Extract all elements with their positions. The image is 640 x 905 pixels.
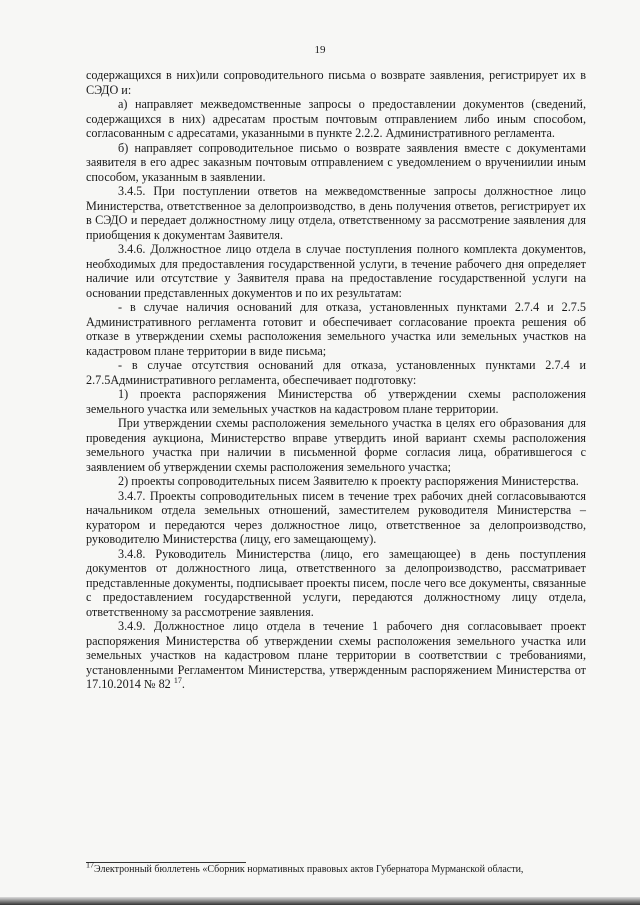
paragraph: 3.4.5. При поступлении ответов на межведомственные запросы должностное лицо Министерства, ответственное за делопроизводство, в день получения ответов, регистрирует их в СЭДО и передает должностному лицу отдела, ответственному за рассмотрение заявления для приобщения к документам Заявителя. (86, 184, 586, 242)
paragraph: - в случае отсутствия оснований для отказа, установленных пунктами 2.7.4 и 2.7.5Административного регламента, обеспечивает подготовку: (86, 358, 586, 387)
paragraph: 1) проекта распоряжения Министерства об утверждении схемы расположения земельного участка или земельных участков на кадастровом плане территории. (86, 387, 586, 416)
paragraph: - в случае наличия оснований для отказа, установленных пунктами 2.7.4 и 2.7.5 Административного регламента готовит и обеспечивает согласование проекта решения об отказе в утверждении схемы расположения земельного участка или земельных участков на кадастровом плане территории в виде письма; (86, 300, 586, 358)
paragraph: а) направляет межведомственные запросы о предоставлении документов (сведений, содержащихся в них) адресатам простым почтовым отправлением либо иным способом, согласованным с адресатами, указанными в пункте 2.2.2. Административного регламента. (86, 97, 586, 140)
footnote-reference: 17 (173, 675, 182, 685)
paragraph: При утверждении схемы расположения земельного участка в целях его образования для проведения аукциона, Министерство вправе утвердить иной вариант схемы расположения земельного участка при наличии в письменной форме согласия лица, обратившегося с заявлением об утверждении схемы расположения земельного участка; (86, 416, 586, 474)
paragraph: 2) проекты сопроводительных писем Заявителю к проекту распоряжения Министерства. (118, 474, 579, 488)
paragraph: содержащихся в них)или сопроводительного письма о возврате заявления, регистрирует их в СЭДО и: (86, 68, 586, 97)
paragraph-text: 3.4.9. Должностное лицо отдела в течение 1 рабочего дня согласовывает проект распоряжения Министерства об утверждении схемы расположения земельного участка или земельных участков на кадастровом плане территории в соответствии с требованиями, установленными Регламентом Министерства, утвержденным распоряжением Министерства от 17.10.2014 № 82 (86, 619, 586, 691)
paragraph: 3.4.6. Должностное лицо отдела в случае поступления полного комплекта документов, необходимых для предоставления государственной услуги, в течение рабочего дня определяет наличие или отсутствие у Заявителя права на предоставление государственной услуги на основании представленных документов и по их результатам: (86, 242, 586, 300)
paragraph: б) направляет сопроводительное письмо о возврате заявления вместе с документами заявителя в его адрес заказным почтовым отправлением с уведомлением о вручениилии иным способом, указанным в заявлении. (86, 140, 586, 184)
footnote (86, 860, 586, 876)
footnote-mark: 17 (86, 860, 94, 870)
footnote-text: Электронный бюллетень «Сборник нормативных правовых актов Губернатора Мурманской области, (94, 864, 524, 875)
paragraph: 3.4.7. Проекты сопроводительных писем в течение трех рабочих дней согласовываются начальником отдела земельных отношений, заместителем руководителя Министерства – куратором и передаются через должностное лицо, ответственное за делопроизводство, руководителю Министерства (лицу, его замещающему). (86, 488, 586, 546)
paragraph-tail: . (181, 677, 185, 691)
page-number: 19 (314, 44, 326, 56)
footnote-divider (86, 862, 246, 863)
paragraph-with-footnote-ref (86, 619, 586, 692)
body-text (86, 68, 586, 692)
scan-edge (0, 897, 640, 905)
paragraph: 3.4.8. Руководитель Министерства (лицо, его замещающее) в день поступления документов от должностного лица, ответственного за делопроизводство, рассматривает представленные документы, подписывает проекты писем, после чего все документы, связанные с предоставлением государственной услуги, передаются должностному лицу отдела, ответственному за рассмотрение заявления. (86, 546, 586, 619)
